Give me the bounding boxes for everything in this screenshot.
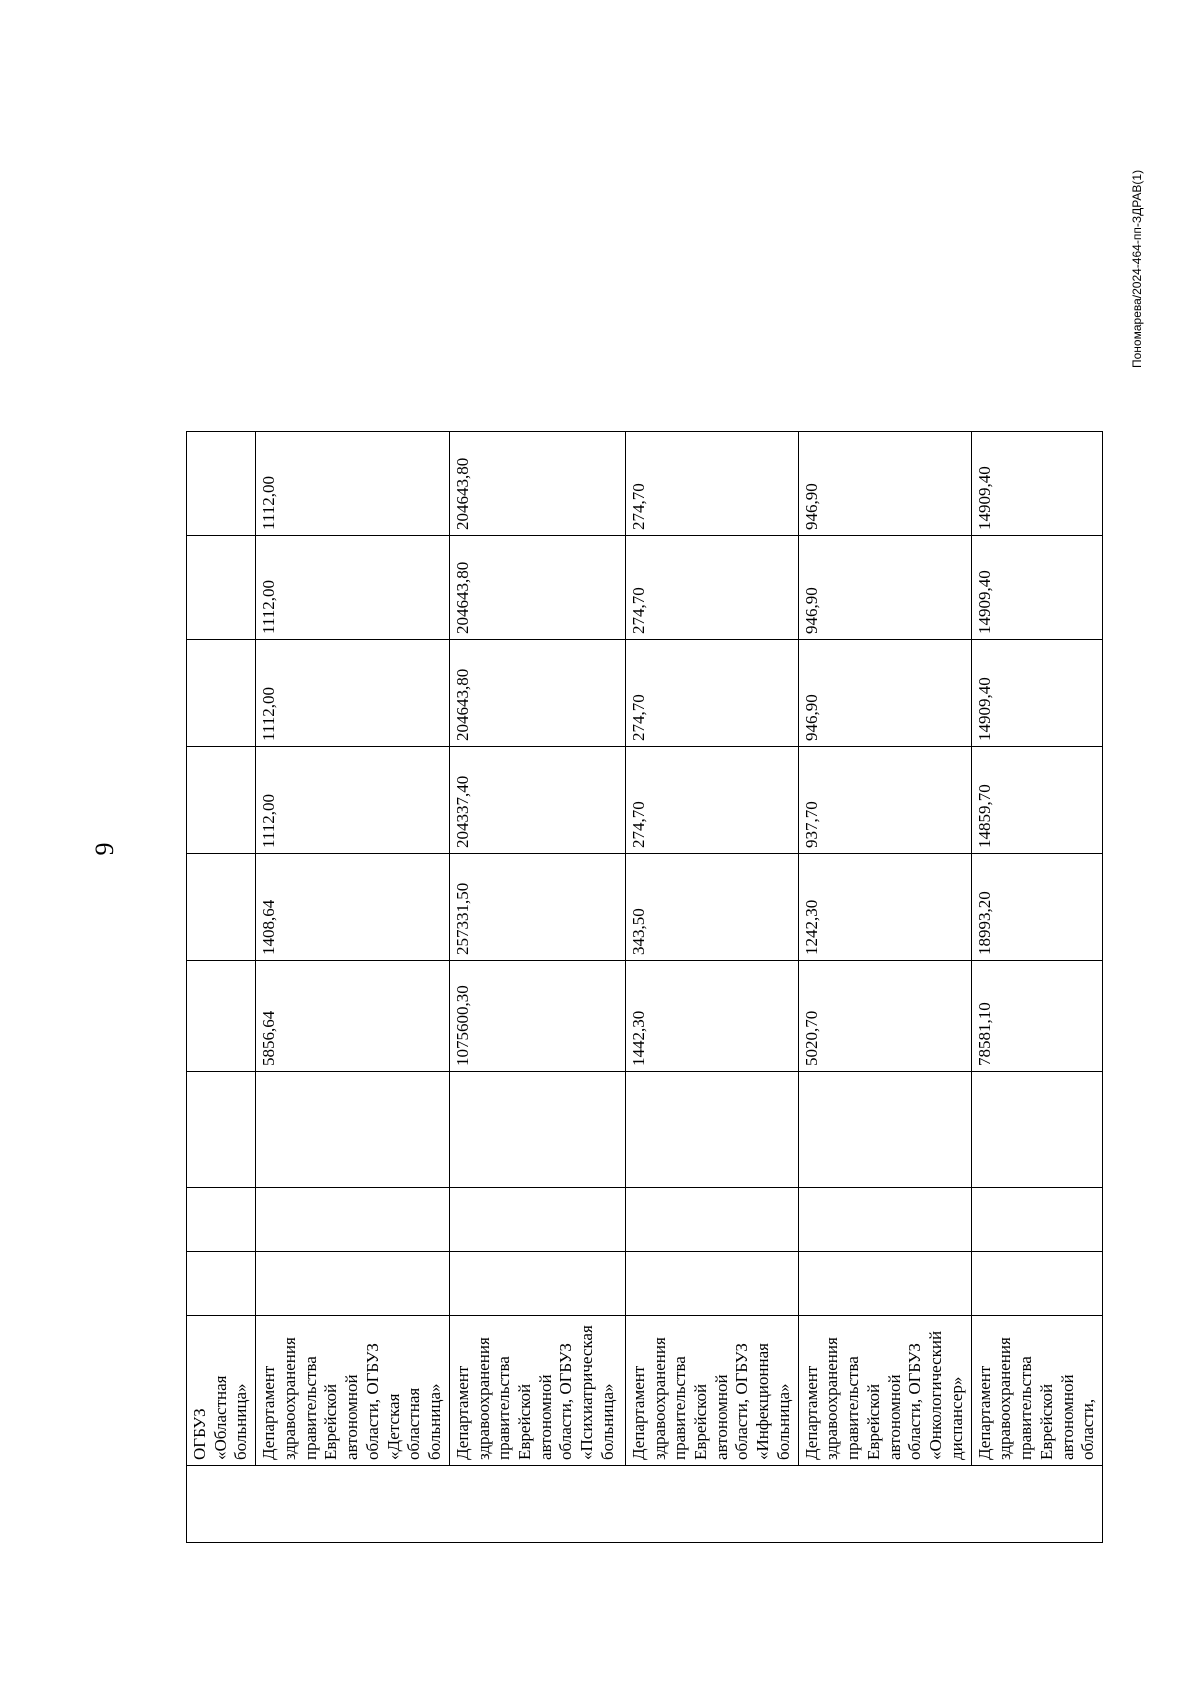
table-cell-value: 1112,00 — [256, 747, 450, 854]
table-cell-value: 937,70 — [798, 747, 971, 854]
table-cell — [187, 1466, 1103, 1543]
table-cell-value: 5020,70 — [798, 961, 971, 1072]
table-cell-value: 1112,00 — [256, 536, 450, 640]
table-cell-value: 204337,40 — [449, 747, 625, 854]
table-cell-value: 14859,70 — [971, 747, 1102, 854]
table-cell-value: 1112,00 — [256, 640, 450, 747]
table-cell-value: 1112,00 — [256, 432, 450, 536]
table-cell-value: 204643,80 — [449, 432, 625, 536]
table-cell-description: Департамент здравоохранения правительства Еврейской автономной области, ОГБУЗ «Психиатрическая больница» — [449, 1316, 625, 1466]
table-cell-value — [187, 747, 256, 854]
table-cell-value: 204643,80 — [449, 536, 625, 640]
table-cell — [256, 1252, 450, 1316]
table-cell-description: ОГБУЗ «Областная больница» — [187, 1316, 256, 1466]
table-cell-description: Департамент здравоохранения правительства Еврейской автономной области, — [971, 1316, 1102, 1466]
table-cell-description: Департамент здравоохранения правительства Еврейской автономной области, ОГБУЗ «Инфекционная больница» — [625, 1316, 798, 1466]
table-cell — [187, 1188, 256, 1252]
table-cell — [798, 1252, 971, 1316]
table-cell-value: 274,70 — [625, 432, 798, 536]
table-cell — [798, 1072, 971, 1188]
table-cell — [449, 1188, 625, 1252]
table-cell-value: 204643,80 — [449, 640, 625, 747]
table-cell — [449, 1252, 625, 1316]
table-row — [256, 432, 450, 1543]
table-cell-value: 78581,10 — [971, 961, 1102, 1072]
table-cell — [971, 1072, 1102, 1188]
document-reference: Пономарева/2024-464-пп-ЗДРАВ(1) — [1130, 169, 1144, 368]
table-cell — [971, 1252, 1102, 1316]
table-cell-value: 274,70 — [625, 536, 798, 640]
table-cell-value: 343,50 — [625, 854, 798, 961]
table-cell-value: 1075600,30 — [449, 961, 625, 1072]
table-cell-description: Департамент здравоохранения правительства Еврейской автономной области, ОГБУЗ «Детская областная больница» — [256, 1316, 450, 1466]
table-cell-value: 1408,64 — [256, 854, 450, 961]
table-cell — [256, 1188, 450, 1252]
table-row — [798, 432, 971, 1543]
table-cell — [187, 1252, 256, 1316]
table-cell-value — [187, 536, 256, 640]
funding-table — [186, 431, 1103, 1543]
table-cell-value: 5856,64 — [256, 961, 450, 1072]
table-cell-value — [187, 640, 256, 747]
table-cell — [625, 1072, 798, 1188]
table-cell — [625, 1252, 798, 1316]
table-cell-value: 946,90 — [798, 536, 971, 640]
page-number: 9 — [90, 842, 119, 856]
table-row — [449, 432, 625, 1543]
table-row — [971, 432, 1102, 1543]
table-cell-value: 14909,40 — [971, 432, 1102, 536]
table-row — [625, 432, 798, 1543]
table-cell-value: 14909,40 — [971, 640, 1102, 747]
table-cell-value: 1242,30 — [798, 854, 971, 961]
table-cell — [798, 1188, 971, 1252]
table-cell-value: 946,90 — [798, 432, 971, 536]
table-cell — [449, 1072, 625, 1188]
table-cell-value: 1442,30 — [625, 961, 798, 1072]
table-cell-value: 274,70 — [625, 640, 798, 747]
table-cell-value: 946,90 — [798, 640, 971, 747]
table-cell-value: 18993,20 — [971, 854, 1102, 961]
table-cell — [971, 1188, 1102, 1252]
table-cell-value: 257331,50 — [449, 854, 625, 961]
table-cell-value — [187, 432, 256, 536]
table-row — [187, 432, 256, 1543]
table-cell-value: 274,70 — [625, 747, 798, 854]
table-cell-value — [187, 961, 256, 1072]
table-cell — [625, 1188, 798, 1252]
table-cell-value — [187, 854, 256, 961]
table-cell-description: Департамент здравоохранения правительства Еврейской автономной области, ОГБУЗ «Онкологический диспансер» — [798, 1316, 971, 1466]
table-cell — [187, 1072, 256, 1188]
table-cell-value: 14909,40 — [971, 536, 1102, 640]
table-cell — [256, 1072, 450, 1188]
